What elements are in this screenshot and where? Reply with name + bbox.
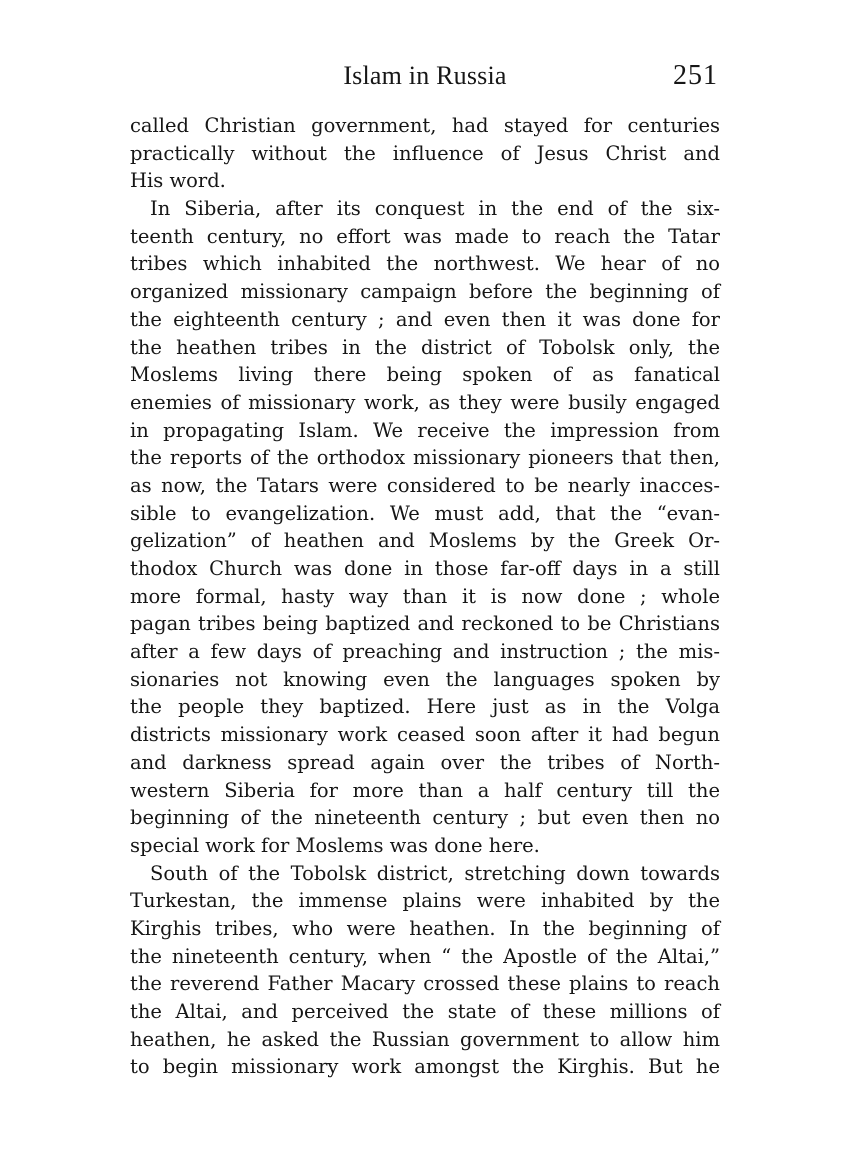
text-line: Moslems living there being spoken of as fanatical	[130, 363, 720, 387]
text-line: and darkness spread again over the tribes of North-	[130, 750, 720, 774]
text-line: the people they baptized. Here just as in the Volga	[130, 695, 720, 719]
text-line: enemies of missionary work, as they were busily engaged	[130, 390, 720, 414]
text-line: In Siberia, after its conquest in the end of the six-	[150, 197, 720, 221]
running-title: Islam in Russia	[343, 61, 507, 90]
text-line: pagan tribes being baptized and reckoned to be Christians	[130, 612, 720, 636]
text-line: His word.	[130, 169, 226, 193]
text-line: Turkestan, the immense plains were inhabited by the	[130, 889, 720, 913]
text-line: the eighteenth century ; and even then it was done for	[130, 307, 720, 331]
text-line: the Altai, and perceived the state of these millions of	[130, 1000, 720, 1023]
paragraph-1	[130, 112, 720, 195]
text-line: called Christian government, had stayed for centuries	[130, 114, 720, 137]
text-line: special work for Moslems was done here.	[130, 833, 540, 857]
text-line: teenth century, no effort was made to reach the Tatar	[130, 224, 720, 248]
paragraph-2	[130, 195, 720, 860]
text-line: the heathen tribes in the district of Tobolsk only, the	[130, 335, 720, 359]
text-line: beginning of the nineteenth century ; but even then no	[130, 806, 720, 830]
text-line: gelization” of heathen and Moslems by the Greek Or-	[130, 529, 720, 553]
text-line: thodox Church was done in those far-off days in a still	[130, 557, 720, 580]
text-line: practically without the influence of Jesus Christ and	[130, 141, 720, 165]
paragraph-3	[130, 860, 720, 1082]
running-head	[128, 58, 722, 98]
text-line: more formal, hasty way than it is now done ; whole	[130, 584, 720, 608]
text-line: sionaries not knowing even the languages spoken by	[130, 667, 720, 691]
text-line: western Siberia for more than a half century till the	[130, 778, 720, 802]
text-line: as now, the Tatars were considered to be nearly inacces-	[130, 473, 720, 497]
text-line: in propagating Islam. We receive the impression from	[130, 418, 720, 442]
text-line: after a few days of preaching and instruction ; the mis-	[130, 640, 720, 664]
text-line: South of the Tobolsk district, stretching down towards	[150, 861, 720, 885]
text-line: organized missionary campaign before the beginning of	[130, 280, 720, 304]
body-text	[130, 112, 720, 1081]
text-line: heathen, he asked the Russian government to allow him	[130, 1027, 720, 1051]
text-line: the reverend Father Macary crossed these plains to reach	[130, 972, 720, 996]
page-number: 251	[673, 60, 718, 91]
text-line: tribes which inhabited the northwest. We hear of no	[130, 252, 720, 276]
text-line: to begin missionary work amongst the Kirghis. But he	[130, 1055, 720, 1079]
text-line: the nineteenth century, when “ the Apostle of the Altai,”	[130, 944, 720, 968]
text-line: sible to evangelization. We must add, that the “evan-	[130, 501, 720, 525]
text-line: the reports of the orthodox missionary pioneers that then,	[130, 446, 720, 470]
text-line: Kirghis tribes, who were heathen. In the beginning of	[130, 916, 720, 940]
text-line: districts missionary work ceased soon after it had begun	[130, 723, 720, 747]
